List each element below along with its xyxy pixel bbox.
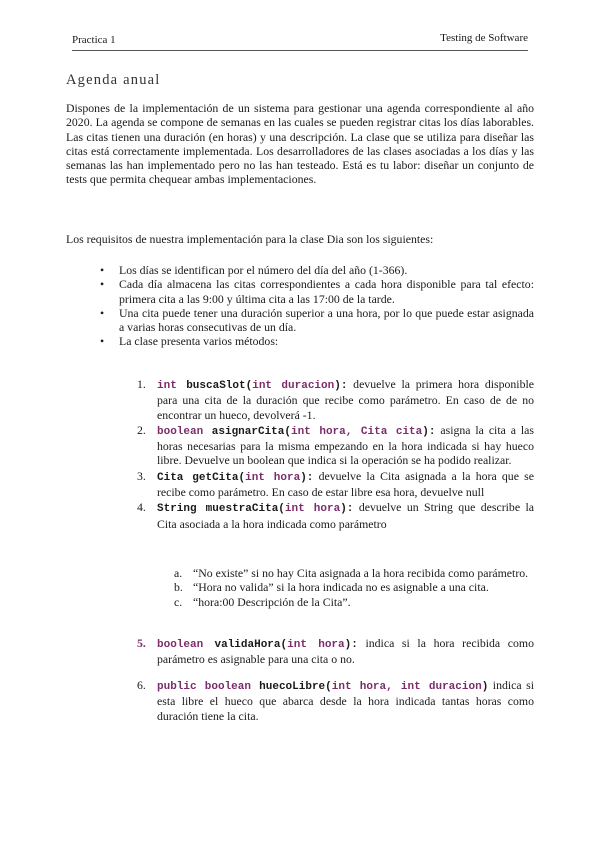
list-item: b. “Hora no valida” si la hora indicada no es asignable a una cita. [174, 580, 489, 595]
method-6 [137, 678, 534, 723]
list-item: • Cada día almacena las citas correspondientes a cada hora disponible para tal efecto: primera cita a las 9:00 y última cita a las 17:00 de la tarde. [100, 277, 534, 306]
method-item: 5. boolean validaHora(int hora): indica si la hora recibida como parámetro es asignable para una cita o no. [137, 636, 535, 667]
bullet-icon: • [100, 277, 105, 292]
list-item: • Una cita puede tener una duración superior a una hora, por lo que puede estar asignada a varias horas consecutivas de un día. [100, 305, 534, 335]
method-item: 4. String muestraCita(int hora): devuelve un String que describe la Cita asociada a la hora indicada como parámetro [137, 500, 535, 531]
header-course: Practica 1 [72, 34, 116, 46]
method-5 [137, 636, 534, 667]
requirements-list [100, 263, 534, 349]
requirements-intro: Los requisitos de nuestra implementación para la clase Dia son los siguientes: [66, 232, 434, 246]
method-item: 3. Cita getCita(int hora): devuelve la Cita asignada a la hora que se recibe como parámetro. En caso de estar libre esa hora, devuelve null [137, 468, 534, 500]
bullet-icon: • [100, 305, 105, 320]
method-item: 2. boolean asignarCita(int hora, Cita cita): asigna la cita a las horas necesarias para la misma empezando en la hora indicada si hay hueco libre. Devuelve un boolean que indica si la operación se ha podido realizar. [137, 422, 534, 468]
method-item: 1. int buscaSlot(int duracion): devuelve la primera hora disponible para una cita de la duración que recibe como parámetro. En caso de de no encontrar un hueco, devolverá -1. [137, 377, 534, 422]
list-item: • Los días se identifican por el número del día del año (1-366). [100, 263, 408, 277]
section-title: Agenda anual [66, 72, 161, 88]
methods-list [137, 377, 534, 531]
list-item: a. “No existe” si no hay Cita asignada a la hora recibida como parámetro. [174, 566, 529, 580]
list-item: c. “hora:00 Descripción de la Cita”. [174, 594, 351, 609]
list-item: • La clase presenta varios métodos: [100, 334, 279, 349]
header-subject: Testing de Software [440, 32, 528, 44]
bullet-icon: • [100, 263, 105, 277]
method-item: 6. public boolean huecoLibre(int hora, int duracion) indica si esta libre el hueco que abarca desde la hora indicada tantas horas como duración tiene la cita. [137, 678, 534, 723]
return-values-list [174, 566, 534, 609]
intro-paragraph: Dispones de la implementación de un sistema para gestionar una agenda correspondiente al año 2020. La agenda se compone de semanas en las cuales se pueden registrar citas los días laborables. Las citas tienen una duración (en horas) y una descripción. La clase que se utiliza para diseñar las citas está correctamente implementada. Los desarrolladores de las clases asociadas a los días y las semanas las han implementado pero no las han testeado. Está es tu labor: diseñar un conjunto de tests que permita chequear ambas implementaciones. [66, 101, 534, 187]
bullet-icon: • [100, 334, 105, 349]
page-header [72, 32, 528, 51]
